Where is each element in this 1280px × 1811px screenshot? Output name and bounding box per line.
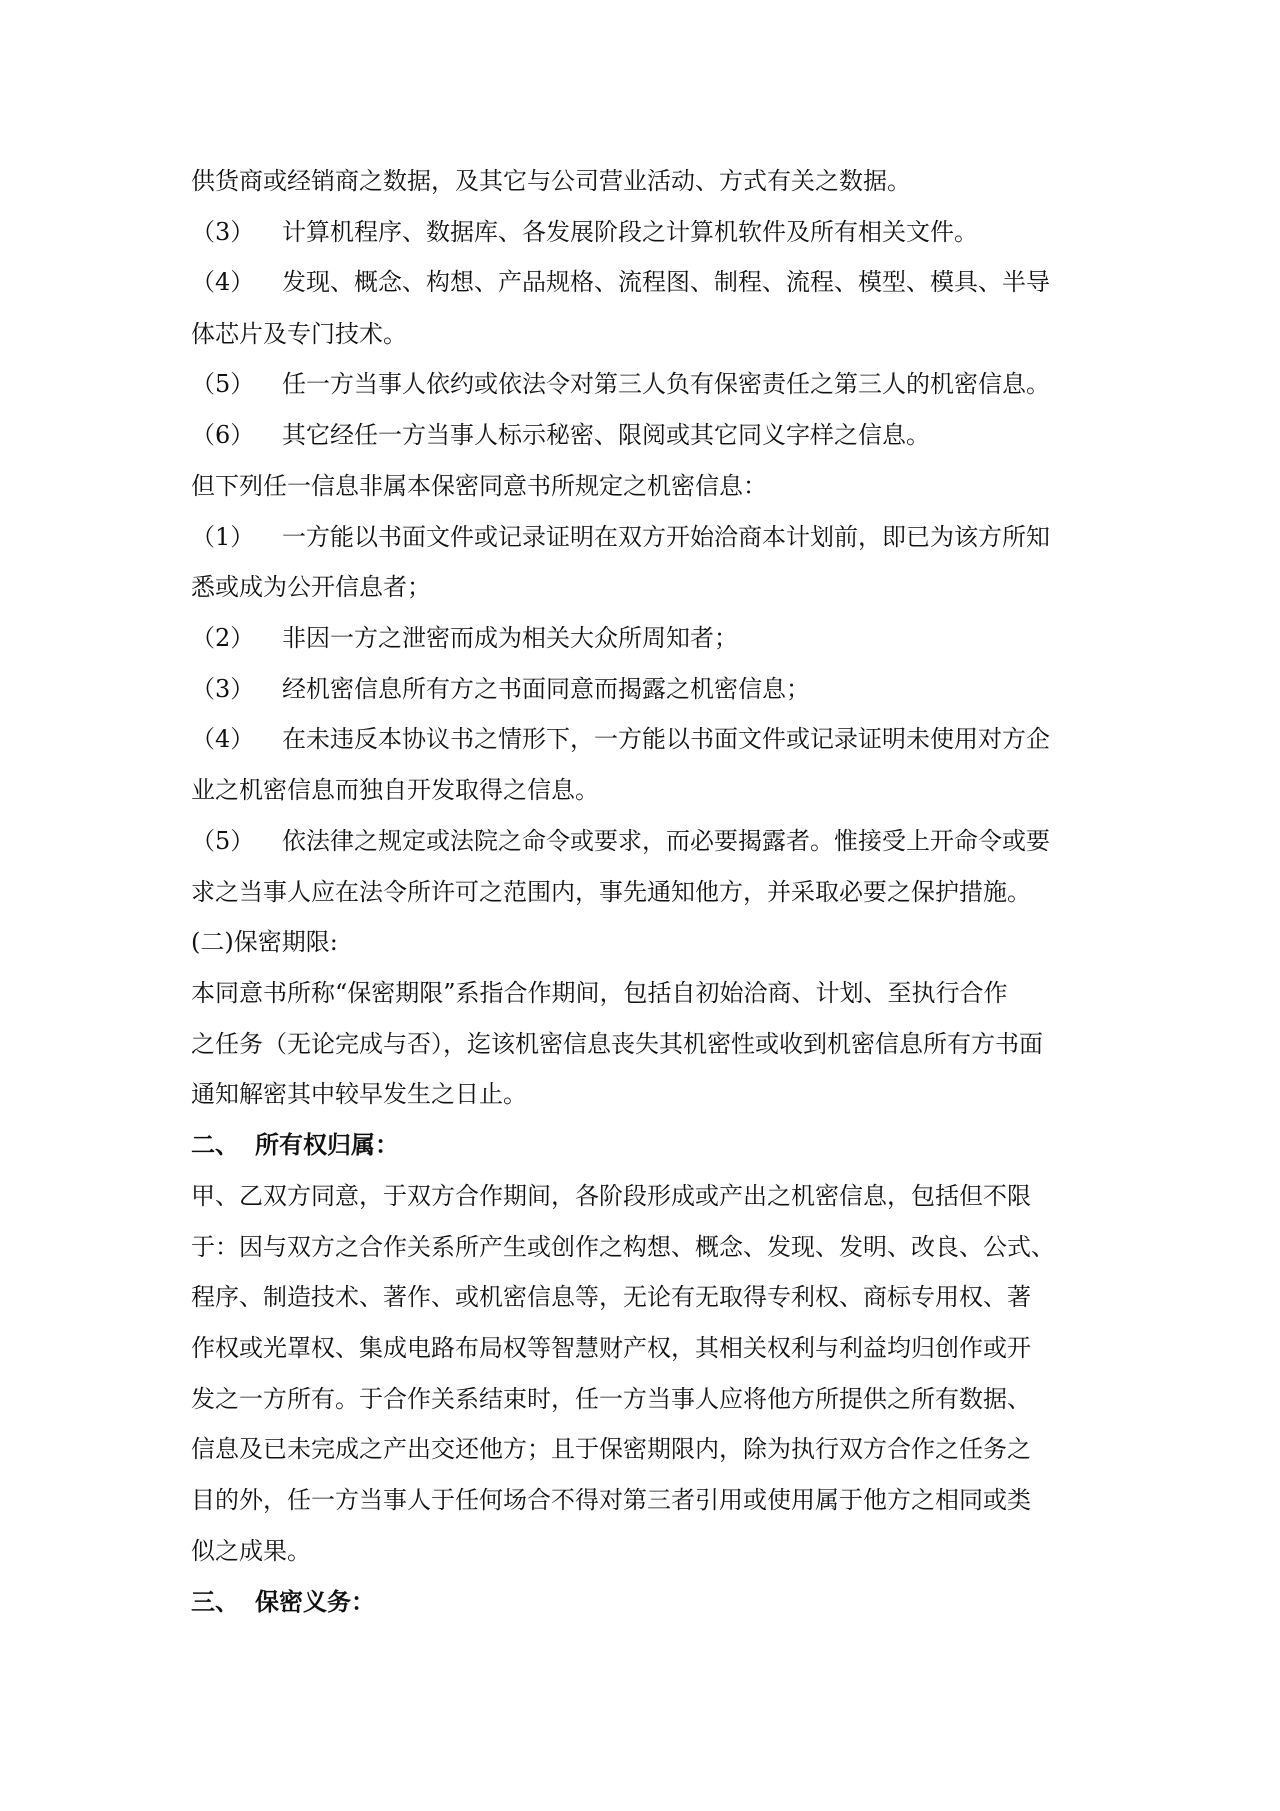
section-title: 所有权归属： [255,1130,399,1159]
paragraph-line [191,317,407,351]
paragraph-line [191,1027,1043,1061]
line-text: 作权或光罩权、集成电路布局权等智慧财产权，其相关权利与利益均归创作或开 [191,1334,1031,1362]
line-text: 一方能以书面文件或记录证明在双方开始洽商本计划前，即已为该方所知 [282,523,1050,551]
line-text: 程序、制造技术、著作、或机密信息等，无论有无取得专利权、商标专用权、著 [191,1283,1031,1311]
item-number: （3） [191,218,255,246]
line-text: 发现、概念、构想、产品规格、流程图、制程、流程、模型、模具、半导 [282,268,1050,296]
paragraph-line [191,570,431,604]
line-text: 本同意书所称“保密期限”系指合作期间，包括自初始洽商、计划、至执行合作 [191,979,1008,1007]
line-text: 求之当事人应在法令所许可之范围内，事先通知他方，并采取必要之保护措施。 [191,878,1031,906]
section-heading [191,1128,399,1162]
list-item [191,215,978,249]
paragraph-line [191,164,911,198]
list-item [191,621,738,655]
paragraph-line [191,875,1031,909]
list-item [191,672,810,706]
list-item [191,265,1050,299]
item-number: （1） [191,523,255,551]
list-item [191,520,1050,554]
line-text: 任一方当事人依约或依法令对第三人负有保密责任之第三人的机密信息。 [282,370,1050,398]
item-number: （4） [191,725,255,753]
line-text: 在未违反本协议书之情形下，一方能以书面文件或记录证明未使用对方企 [282,725,1050,753]
line-text: 悉或成为公开信息者； [191,573,431,601]
paragraph-line [191,1077,527,1111]
paragraph-line [191,976,1008,1010]
line-text: 非因一方之泄密而成为相关大众所周知者； [282,624,738,652]
section-number: 三、 [191,1587,239,1616]
line-text: 计算机程序、数据库、各发展阶段之计算机软件及所有相关文件。 [282,218,978,246]
paragraph-line [191,1432,1031,1466]
item-number: （5） [191,827,255,855]
line-text: 目的外，任一方当事人于任何场合不得对第三者引用或使用属于他方之相同或类 [191,1486,1031,1514]
section-number: 二、 [191,1130,239,1159]
list-item [191,367,1050,401]
line-text: 甲、乙双方同意，于双方合作期间，各阶段形成或产出之机密信息，包括但不限 [191,1182,1031,1210]
item-number: （4） [191,268,255,296]
item-number: （6） [191,421,255,449]
paragraph-line [191,1230,1055,1264]
paragraph-line [191,1534,311,1568]
paragraph-line [191,1483,1031,1517]
paragraph-line [191,1382,1031,1416]
list-item [191,418,930,452]
item-number: （5） [191,370,255,398]
list-item [191,824,1050,858]
list-item [191,722,1050,756]
subsection-title [191,925,338,959]
line-text: 于：因与双方之合作关系所产生或创作之构想、概念、发现、发明、改良、公式、 [191,1233,1055,1261]
paragraph-line [191,1280,1031,1314]
line-text: 依法律之规定或法院之命令或要求，而必要揭露者。惟接受上开命令或要 [282,827,1050,855]
paragraph-line [191,773,599,807]
line-text: 发之一方所有。于合作关系结束时，任一方当事人应将他方所提供之所有数据、 [191,1385,1031,1413]
line-text: 业之机密信息而独自开发取得之信息。 [191,776,599,804]
item-number: （3） [191,675,255,703]
line-text: 供货商或经销商之数据，及其它与公司营业活动、方式有关之数据。 [191,167,911,195]
line-text: 但下列任一信息非属本保密同意书所规定之机密信息： [191,472,767,500]
line-text: 似之成果。 [191,1537,311,1565]
line-text: 信息及已未完成之产出交还他方；且于保密期限内，除为执行双方合作之任务之 [191,1435,1031,1463]
line-text: 体芯片及专门技术。 [191,320,407,348]
line-text: 经机密信息所有方之书面同意而揭露之机密信息； [282,675,810,703]
item-number: （2） [191,624,255,652]
line-text: (二)保密期限: [191,928,338,956]
line-text: 之任务（无论完成与否），迄该机密信息丧失其机密性或收到机密信息所有方书面 [191,1030,1043,1058]
paragraph-line [191,469,767,503]
line-text: 其它经任一方当事人标示秘密、限阅或其它同义字样之信息。 [282,421,930,449]
line-text: 通知解密其中较早发生之日止。 [191,1080,527,1108]
paragraph-line [191,1331,1031,1365]
paragraph-line [191,1179,1031,1213]
section-heading [191,1585,375,1619]
section-title: 保密义务： [255,1587,375,1616]
